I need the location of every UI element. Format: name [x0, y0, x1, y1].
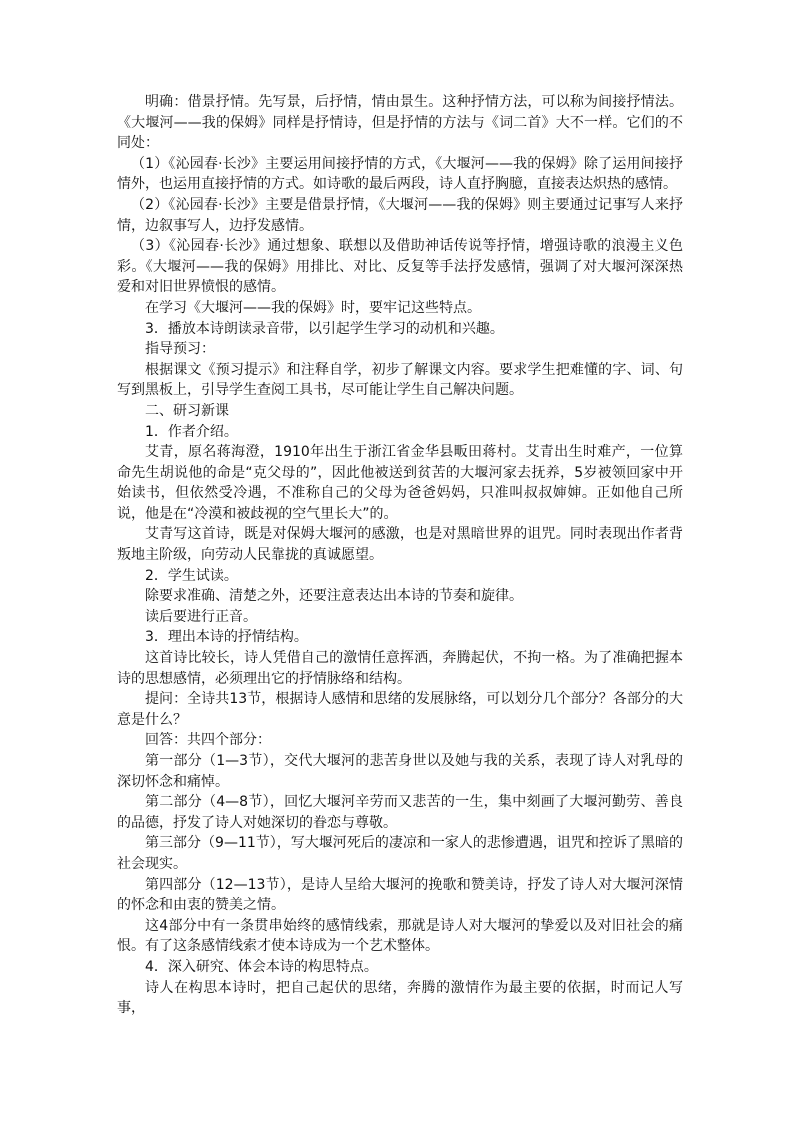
paragraph-part-3: 第三部分（9—11节），写大堰河死后的凄凉和一家人的悲惨遭遇，诅咒和控诉了黑暗的社会现实。 — [117, 835, 683, 872]
paragraph-structure-heading: 3．理出本诗的抒情结构。 — [145, 629, 308, 646]
paragraph-conclusion: 明确：借景抒情。先写景，后抒情，情由景生。这种抒情方法，可以称为间接抒情法。《大堰河——我的保姆》同样是抒情诗，但是抒情的方法与《词二首》大不一样。它们的不同处： — [117, 94, 683, 152]
paragraph-emotional-thread: 这4部分中有一条贯串始终的感情线索，那就是诗人对大堰河的挚爱以及对旧社会的痛恨。有了这条感情线索才使本诗成为一个艺术整体。 — [117, 917, 683, 955]
paragraph-preview-heading: 指导预习： — [145, 341, 215, 358]
paragraph-part-4: 第四部分（12—13节），是诗人呈给大堰河的挽歌和赞美诗，抒发了诗人对大堰河深情的怀念和由衷的赞美之情。 — [117, 876, 683, 914]
document-body — [117, 92, 683, 1019]
paragraph-structure-intro: 这首诗比较长，诗人凭借自己的激情任意挥洒，奔腾起伏，不拘一格。为了准确把握本诗的思想感情，必须理出它的抒情脉络和结构。 — [117, 650, 683, 687]
paragraph-part-1: 第一部分（1—3节），交代大堰河的悲苦身世以及她与我的关系，表现了诗人对乳母的深切怀念和痛悼。 — [117, 753, 683, 790]
paragraph-poem-purpose: 艾青写这首诗，既是对保姆大堰河的感激，也是对黑暗世界的诅咒。同时表现出作者背叛地主阶级，向劳动人民靠拢的真诚愿望。 — [117, 526, 683, 564]
paragraph-conception: 诗人在构思本诗时，把自己起伏的思绪，奔腾的激情作为最主要的依据，时而记人写事， — [117, 979, 683, 1017]
paragraph-preview-guide: 根据课文《预习提示》和注释自学，初步了解课文内容。要求学生把难懂的字、词、句写到黑板上，引导学生查阅工具书，尽可能让学生自己解决问题。 — [117, 361, 683, 399]
paragraph-step-4-heading: 4．深入研究、体会本诗的构思特点。 — [145, 958, 378, 975]
paragraph-difference-2: （2）《沁园春·长沙》主要是借景抒情，《大堰河——我的保姆》则主要通过记事写人来抒情，边叙事写人，边抒发感情。 — [117, 196, 683, 234]
paragraph-trial-reading: 2．学生试读。 — [145, 567, 238, 584]
paragraph-part-2: 第二部分（4—8节），回忆大堰河辛劳而又悲苦的一生，集中刻画了大堰河勤劳、善良的品德，抒发了诗人对她深切的眷恋与尊敬。 — [117, 794, 683, 831]
paragraph-pronunciation: 读后要进行正音。 — [145, 608, 257, 625]
paragraph-answer: 回答：共四个部分： — [145, 732, 271, 749]
paragraph-difference-3: （3）《沁园春·长沙》通过想象、联想以及借助神话传说等抒情，增强诗歌的浪漫主义色彩。《大堰河——我的保姆》用排比、对比、反复等手法抒发感情，强调了对大堰河深深热爱和对旧世界愤恨的感情。 — [117, 238, 683, 296]
paragraph-difference-1: （1）《沁园春·长沙》主要运用间接抒情的方式，《大堰河——我的保姆》除了运用间接抒情外，也运用直接抒情的方式。如诗歌的最后两段，诗人直抒胸臆，直接表达炽热的感情。 — [117, 155, 683, 193]
paragraph-author-bio: 艾青，原名蒋海澄，1910年出生于浙江省金华县畈田蒋村。艾青出生时难产，一位算命先生胡说他的命是“克父母的”，因此他被送到贫苦的大堰河家去抚养，5岁被领回家中开始读书，但依然受冷遇，不准称自己的父母为爸爸妈妈，只准叫叔叔婶婶。正如他自己所说，他是在“冷漠和被歧视的空气里长大”的。 — [117, 444, 683, 522]
paragraph-reading-requirement: 除要求准确、清楚之外，还要注意表达出本诗的节奏和旋律。 — [145, 588, 523, 605]
paragraph-question: 提问：全诗共13节，根据诗人感情和思绪的发展脉络，可以划分几个部分？各部分的大意是什么？ — [117, 691, 683, 728]
paragraph-author-heading: 1．作者介绍。 — [145, 423, 238, 440]
paragraph-step-3-recording: 3．播放本诗朗读录音带，以引起学生学习的动机和兴趣。 — [145, 320, 504, 337]
paragraph-remember: 在学习《大堰河——我的保姆》时，要牢记这些特点。 — [145, 299, 481, 316]
section-heading-new-lesson: 二、研习新课 — [145, 402, 229, 419]
